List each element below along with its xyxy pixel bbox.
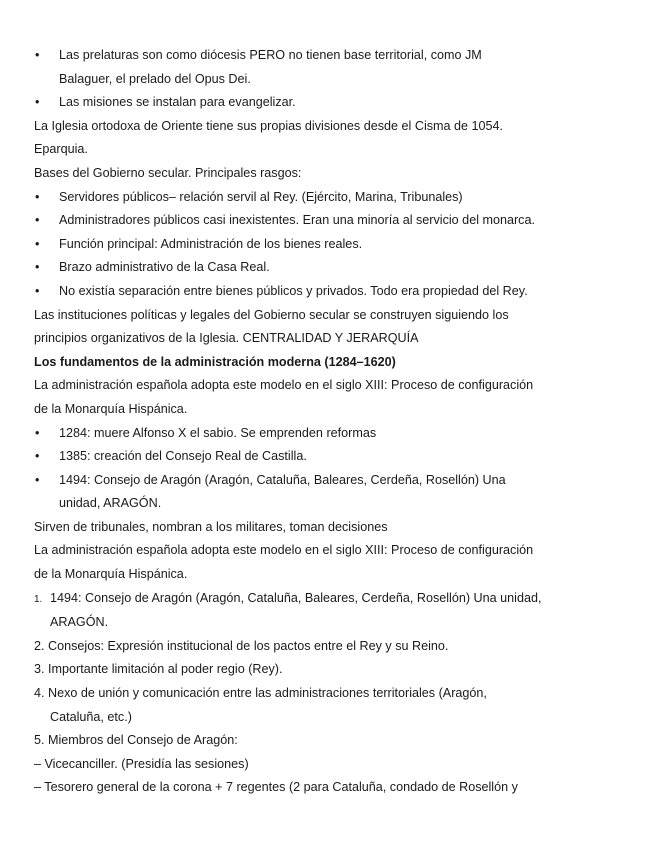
numbered-item-continuation: Cataluña, etc.) — [50, 709, 132, 724]
bullet-item: • Administradores públicos casi inexistentes. Eran una minoría al servicio del monarca. — [34, 209, 634, 233]
paragraph-line: Eparquia. — [34, 142, 88, 157]
list-number: 1. — [34, 593, 43, 605]
document-body — [34, 44, 634, 800]
dash-item: – Tesorero general de la corona + 7 regentes (2 para Cataluña, condado de Rosellón y — [34, 780, 518, 795]
bullet-item: • 1494: Consejo de Aragón (Aragón, Cataluña, Baleares, Cerdeña, Rosellón) Una — [34, 469, 634, 493]
dash-item: – Vicecanciller. (Presidía las sesiones) — [34, 756, 249, 771]
bullet-item: • Servidores públicos– relación servil al Rey. (Ejército, Marina, Tribunales) — [34, 186, 634, 210]
paragraph-line: La administración española adopta este modelo en el siglo XIII: Proceso de configuración — [34, 543, 534, 558]
numbered-item: 1. 1494: Consejo de Aragón (Aragón, Cataluña, Baleares, Cerdeña, Rosellón) Una unidad, — [34, 587, 634, 612]
bullet-item: • Las prelaturas son como diócesis PERO no tienen base territorial, como JM — [34, 44, 634, 68]
numbered-item: 3. Importante limitación al poder regio (Rey). — [34, 662, 283, 677]
numbered-item: 4. Nexo de unión y comunicación entre las administraciones territoriales (Aragón, — [34, 686, 487, 701]
numbered-item-continuation: ARAGÓN. — [50, 615, 109, 630]
bullet-item: • Función principal: Administración de los bienes reales. — [34, 233, 634, 257]
paragraph-line: Bases del Gobierno secular. Principales rasgos: — [34, 165, 302, 180]
paragraph-line: principios organizativos de la Iglesia. CENTRALIDAD Y JERARQUÍA — [34, 331, 419, 346]
bullet-item-continuation: unidad, ARAGÓN. — [59, 496, 162, 511]
paragraph-line: de la Monarquía Hispánica. — [34, 567, 188, 582]
bullet-item: • No existía separación entre bienes públicos y privados. Todo era propiedad del Rey. — [34, 280, 634, 304]
section-heading: Los fundamentos de la administración moderna (1284–1620) — [34, 354, 396, 369]
bullet-item: • Brazo administrativo de la Casa Real. — [34, 256, 634, 280]
paragraph-line: La Iglesia ortodoxa de Oriente tiene sus propias divisiones desde el Cisma de 1054. — [34, 118, 504, 133]
bullet-item: • Las misiones se instalan para evangelizar. — [34, 91, 634, 115]
paragraph-line: de la Monarquía Hispánica. — [34, 401, 188, 416]
paragraph-line: La administración española adopta este modelo en el siglo XIII: Proceso de configuración — [34, 378, 534, 393]
bullet-item: • 1284: muere Alfonso X el sabio. Se emprenden reformas — [34, 422, 634, 446]
numbered-item: 5. Miembros del Consejo de Aragón: — [34, 733, 238, 748]
bullet-item-continuation: Balaguer, el prelado del Opus Dei. — [59, 71, 251, 86]
bullet-item: • 1385: creación del Consejo Real de Castilla. — [34, 445, 634, 469]
numbered-item: 2. Consejos: Expresión institucional de los pactos entre el Rey y su Reino. — [34, 638, 449, 653]
paragraph-line: Las instituciones políticas y legales del Gobierno secular se construyen siguiendo los — [34, 307, 509, 322]
paragraph-line: Sirven de tribunales, nombran a los militares, toman decisiones — [34, 519, 388, 534]
